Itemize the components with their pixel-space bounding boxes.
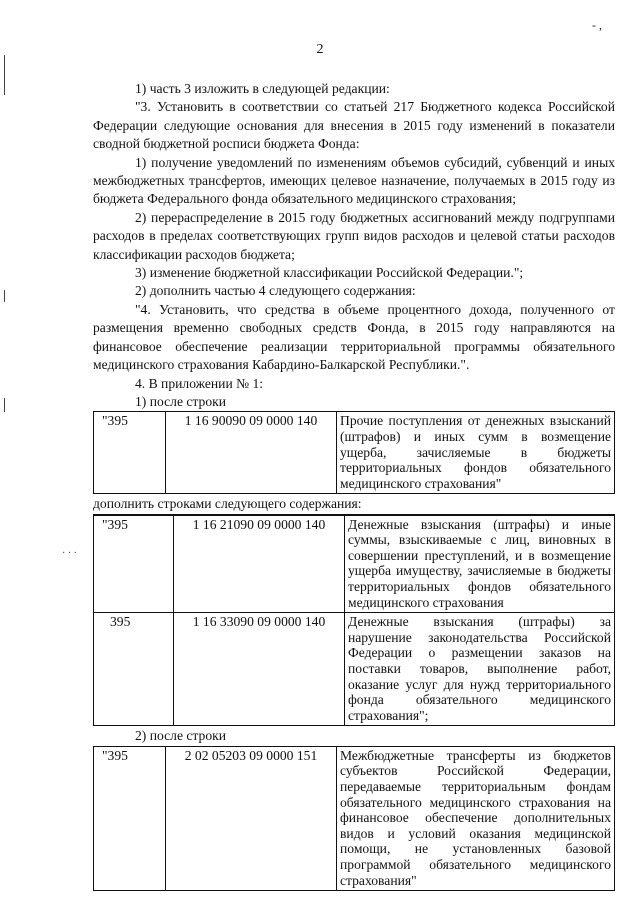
document-body bbox=[93, 80, 615, 891]
cell-kbk-code: 1 16 21090 09 0000 140 bbox=[174, 515, 345, 613]
paragraph-4: 2) перераспределение в 2015 году бюджетных ассигнований между подгруппами расходов в пределах соответствующих групп видов расходов и целевой статьи расходов классификации расходов бюджета; bbox=[93, 209, 615, 262]
paragraph-3: 1) получение уведомлений по изменениям объемов субсидий, субвенций и иных межбюджетных трансфертов, имеющих целевое назначение, получаемых в 2015 году из бюджета Федерального фонда обязательного медицинского страхования; bbox=[93, 154, 615, 207]
cell-revenue-name: Прочие поступления от денежных взысканий (штрафов) и иных сумм в возмещение ущерба, зачисляемые в бюджеты территориальных фондов обязательного медицинского страхования" bbox=[337, 412, 615, 494]
table-row bbox=[94, 412, 615, 494]
corner-mark: - , bbox=[592, 18, 602, 32]
scan-artifact-dot: · · · bbox=[62, 548, 77, 559]
scan-artifact-line bbox=[4, 398, 5, 412]
cell-revenue-name: Денежные взыскания (штрафы) за нарушение законодательства Российской Федерации о размещении заказов на поставки товаров, выполнение работ, оказание услуг для нужд территориального фонда обязательного медицинского страхования"; bbox=[345, 613, 615, 726]
paragraph-11: 2) после строки bbox=[135, 728, 226, 744]
paragraph-9: 1) после строки bbox=[135, 393, 226, 409]
table-existing-row-2 bbox=[93, 746, 615, 891]
table-existing-row-1 bbox=[93, 411, 615, 494]
paragraph-6: 2) дополнить частью 4 следующего содержания: bbox=[135, 283, 416, 299]
cell-admin-code: "395 bbox=[94, 412, 166, 494]
cell-kbk-code: 1 16 33090 09 0000 140 bbox=[174, 613, 345, 726]
paragraph-10: дополнить строками следующего содержания: bbox=[93, 495, 615, 514]
cell-admin-code: "395 bbox=[94, 515, 174, 613]
table-row bbox=[94, 613, 615, 726]
paragraph-2: "3. Установить в соответствии со статьей 217 Бюджетного кодекса Российской Федерации следующие основания для внесения в 2015 году изменений в показатели сводной бюджетной росписи бюджета Фонда: bbox=[93, 99, 615, 152]
scan-artifact-line bbox=[4, 55, 5, 95]
table-new-rows bbox=[93, 515, 615, 727]
cell-kbk-code: 2 02 05203 09 0000 151 bbox=[166, 746, 337, 890]
cell-revenue-name: Денежные взыскания (штрафы) и иные суммы, взыскиваемые с лиц, виновных в совершении преступлений, и в возмещение ущерба имуществу, зачисляемые в бюджеты территориальных фондов обязательного медицинского страхования bbox=[345, 515, 615, 613]
page-number: 2 bbox=[316, 42, 324, 57]
paragraph-8: 4. В приложении № 1: bbox=[135, 375, 264, 391]
paragraph-7: "4. Установить, что средства в объеме процентного дохода, полученного от размещения временно свободных средств Фонда, в 2015 году направляются на финансовое обеспечение реализации территориальной программы обязательного медицинского страхования Кабардино-Балкарской Республики.". bbox=[93, 301, 615, 373]
paragraph-5: 3) изменение бюджетной классификации Российской Федерации."; bbox=[135, 265, 524, 281]
paragraph-1: 1) часть 3 изложить в следующей редакции: bbox=[135, 81, 390, 96]
table-row bbox=[94, 515, 615, 613]
cell-admin-code: 395 bbox=[94, 613, 174, 726]
cell-admin-code: "395 bbox=[94, 746, 166, 890]
cell-revenue-name: Межбюджетные трансферты из бюджетов субъектов Российской Федерации, передаваемые территориальным фондам обязательного медицинского страхования на финансовое обеспечение дополнительных видов и условий оказания медицинской помощи, не установленных базовой программой обязательного медицинского страхования" bbox=[337, 746, 615, 890]
cell-kbk-code: 1 16 90090 09 0000 140 bbox=[166, 412, 337, 494]
table-row bbox=[94, 746, 615, 890]
scan-artifact-line bbox=[4, 290, 5, 302]
